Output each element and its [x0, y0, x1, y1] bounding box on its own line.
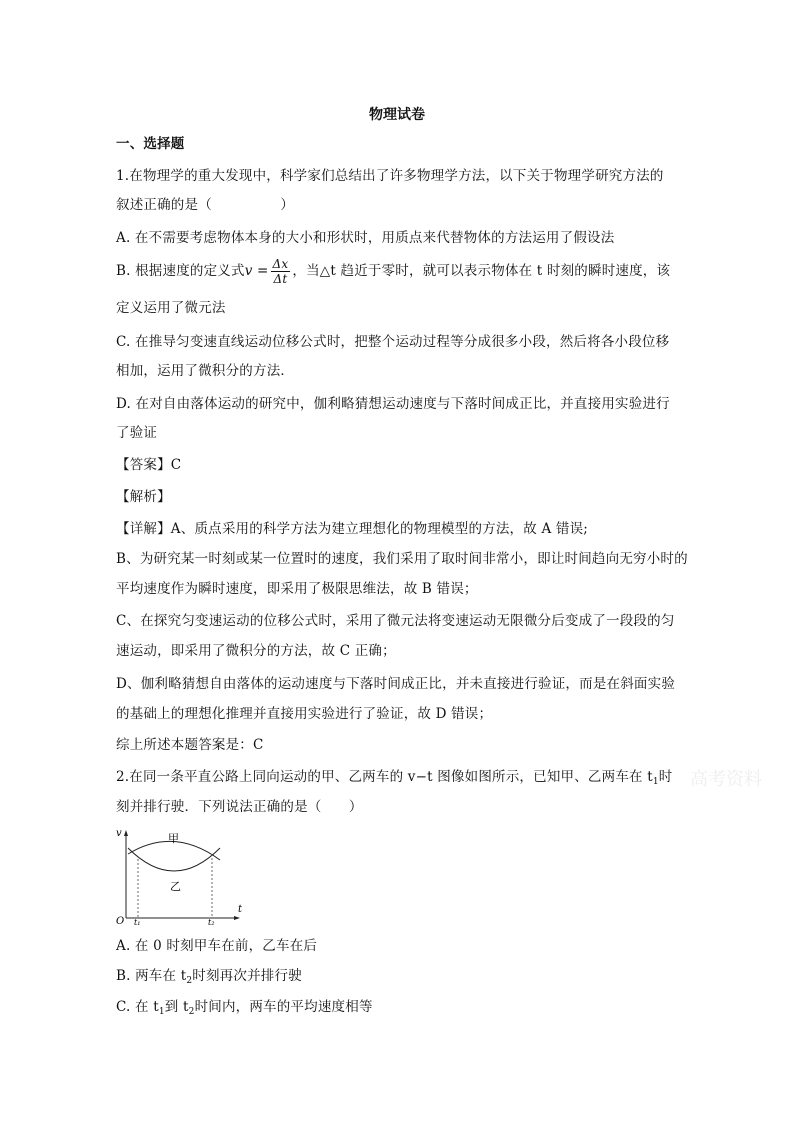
q1-detail-4: C、在探究匀变速运动的位移公式时，采用了微元法将变速运动无限微分后变成了一段段的匀 — [116, 613, 675, 629]
q2-stem-suffix: 时 — [658, 769, 673, 785]
q1-detail-5: 速运动，即采用了微积分的方法，故 C 正确； — [116, 643, 396, 659]
q2-option-c — [116, 997, 686, 1022]
q2-option-b — [116, 966, 686, 991]
q1-option-b-line2: 定义运用了微元法 — [116, 300, 226, 316]
q1-detail-7: 的基础上的理想化推理并直接用实验进行了验证，故 D 错误； — [116, 706, 493, 722]
q2-option-c-suffix: 时间内，两车的平均速度相等 — [194, 999, 373, 1015]
q1-option-b-numerator: Δx — [272, 257, 289, 271]
watermark: 高考资料 — [690, 769, 762, 790]
q2-option-b-text: B. 两车在 t — [116, 968, 187, 984]
page-title: 物理试卷 — [369, 107, 425, 123]
q2-option-b-subscript: 2 — [186, 976, 193, 986]
q1-detail-2: B、为研究某一时刻或某一位置时的速度，我们采用了取时间非常小，即让时间趋向无穷小时的 — [116, 551, 688, 567]
t1-label: t₁ — [134, 918, 141, 926]
t-axis-label: t — [238, 904, 243, 915]
q1-detail-1: 【详解】A、质点采用的科学方法为建立理想化的物理模型的方法，故 A 错误; — [116, 521, 589, 537]
q2-option-c-subscript1: 1 — [158, 1007, 165, 1017]
q2-option-c-subscript2: 2 — [188, 1007, 195, 1017]
vt-graph — [112, 826, 244, 926]
q1-option-b-fraction — [271, 257, 291, 286]
section-heading: 一、选择题 — [116, 136, 185, 152]
q2-stem-text: 2.在同一条平直公路上同向运动的甲、乙两车的 v−t 图像如图所示，已知甲、乙两车在 t — [116, 769, 653, 785]
q2-option-c-mid: 到 t — [164, 999, 189, 1015]
q1-option-d-line1: D. 在对自由落体运动的研究中，伽利略猜想运动速度与下落时间成正比，并直接用实验进行 — [116, 396, 670, 412]
q1-option-b-suffix: ，当△t 趋近于零时，就可以表示物体在 t 时刻的瞬时速度，该 — [292, 263, 671, 279]
q1-summary: 综上所述本题答案是：C — [116, 737, 264, 753]
q1-stem-line1: 1.在物理学的重大发现中，科学家们总结出了许多物理学方法，以下关于物理学研究方法的 — [116, 168, 664, 184]
v-axis-label: v — [116, 828, 122, 839]
q1-option-c-line2: 相加，运用了微积分的方法． — [116, 363, 295, 379]
q1-option-d-line2: 了验证 — [116, 425, 158, 441]
origin-label: O — [116, 916, 125, 926]
q1-option-b-line1 — [116, 256, 686, 286]
q2-stem-subscript: 1 — [652, 777, 659, 787]
yi-label: 乙 — [170, 880, 181, 893]
q1-option-c-line1: C. 在推导匀变速直线运动位移公式时，把整个运动过程等分成很多小段，然后将各小段位移 — [116, 334, 670, 350]
t2-label: t₂ — [208, 918, 215, 926]
q1-option-b-variable: v = — [244, 263, 269, 279]
q1-detail-3: 平均速度作为瞬时速度，即采用了极限思维法，故 B 错误； — [116, 581, 478, 597]
q1-detail-6: D、伽利略猜想自由落体的运动速度与下落时间成正比，并未直接进行验证，而是在斜面实验 — [116, 676, 676, 692]
q1-option-a: A. 在不需要考虑物体本身的大小和形状时，用质点来代替物体的方法运用了假设法 — [116, 230, 615, 246]
q1-analysis-heading: 【解析】 — [116, 489, 171, 505]
q1-option-b-prefix: B. 根据速度的定义式 — [116, 263, 245, 279]
v-axis-arrow — [124, 830, 128, 836]
q1-stem-line2: 叙述正确的是（ ） — [116, 197, 295, 213]
q1-option-b-denominator: Δt — [273, 272, 288, 286]
q2-stem-line1 — [116, 767, 686, 792]
jia-label: 甲 — [168, 832, 179, 845]
q2-stem-line2: 刻并排行驶．下列说法正确的是（ ） — [116, 799, 363, 815]
q2-option-c-text: C. 在 t — [116, 999, 159, 1015]
t-axis-arrow — [234, 916, 240, 920]
q1-answer: 【答案】C — [116, 457, 182, 473]
q2-option-a: A. 在 0 时刻甲车在前，乙车在后 — [116, 938, 318, 954]
q2-option-b-suffix: 时刻再次并排行驶 — [192, 968, 302, 984]
